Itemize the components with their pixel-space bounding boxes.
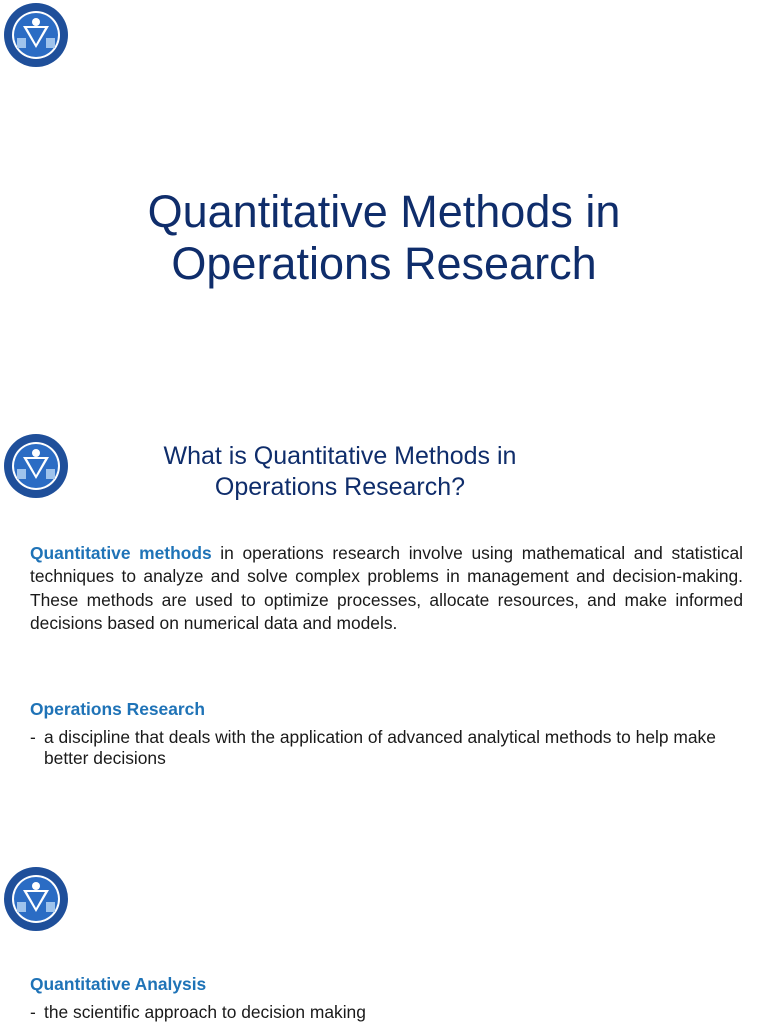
definition-item — [30, 1002, 743, 1023]
presentation-title — [0, 186, 768, 290]
college-logo — [3, 433, 69, 499]
definition-term: Quantitative Analysis — [30, 974, 207, 994]
bullet-dash: - — [30, 1002, 36, 1022]
title-line-2: Operations Research — [171, 238, 597, 289]
college-seal-icon — [3, 866, 69, 932]
definition-item — [30, 727, 743, 769]
definition-text: a discipline that deals with the application of advanced analytical methods to help make better decisions — [44, 727, 716, 768]
section-heading — [100, 441, 580, 503]
intro-highlight: Quantitative methods — [30, 543, 212, 563]
intro-paragraph — [30, 542, 743, 635]
definition-term: Operations Research — [30, 699, 205, 719]
section-line-2: Operations Research? — [214, 473, 466, 501]
college-seal-icon — [3, 433, 69, 499]
college-logo — [3, 866, 69, 932]
title-line-1: Quantitative Methods in — [147, 186, 621, 237]
college-seal-icon — [3, 2, 69, 68]
college-logo — [3, 2, 69, 68]
definition-text: the scientific approach to decision making — [44, 1002, 366, 1022]
intro-text: in operations research involve using mathematical and statistical techniques to analyze and solve complex problems in management and decision-making. These methods are used to optimize processes, allocate resources, and make informed decisions based on numerical data and models. — [30, 543, 743, 633]
bullet-dash: - — [30, 727, 36, 747]
section-line-1: What is Quantitative Methods in — [163, 442, 517, 470]
